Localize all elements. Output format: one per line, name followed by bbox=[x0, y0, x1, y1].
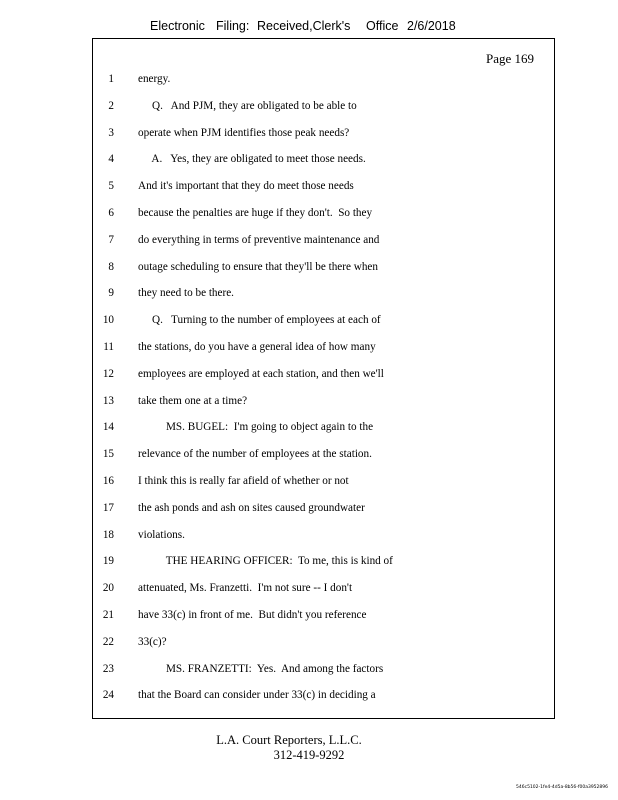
line-text: 33(c)? bbox=[138, 635, 167, 648]
transcript-line bbox=[93, 207, 554, 234]
line-number: 6 bbox=[108, 206, 114, 219]
line-number: 5 bbox=[108, 180, 114, 193]
transcript-line bbox=[93, 287, 554, 314]
line-text: I think this is really far afield of whether or not bbox=[138, 474, 349, 487]
line-number: 9 bbox=[108, 287, 114, 300]
transcript-line bbox=[93, 100, 554, 127]
line-number: 13 bbox=[102, 394, 114, 407]
line-text: that the Board can consider under 33(c) in deciding a bbox=[138, 689, 376, 702]
transcript-line bbox=[93, 609, 554, 636]
line-text: relevance of the number of employees at the station. bbox=[138, 448, 372, 461]
line-text: Q. Turning to the number of employees at each of bbox=[138, 314, 381, 327]
line-number: 2 bbox=[108, 99, 114, 112]
line-text: energy. bbox=[138, 73, 171, 85]
transcript-line bbox=[93, 636, 554, 663]
transcript-line bbox=[93, 689, 554, 716]
line-number: 1 bbox=[108, 73, 114, 85]
transcript-line bbox=[93, 341, 554, 368]
document-id: 546c5102-1fe4-4d5a-8b56-f00a3952896 bbox=[516, 785, 608, 790]
transcript-lines bbox=[93, 73, 554, 716]
line-number: 10 bbox=[102, 314, 114, 327]
filing-stamp-received: Received,Clerk's bbox=[257, 19, 351, 33]
line-text: take them one at a time? bbox=[138, 394, 248, 407]
line-text: THE HEARING OFFICER: To me, this is kind of bbox=[138, 555, 393, 568]
line-text: MS. FRANZETTI: Yes. And among the factors bbox=[138, 662, 384, 675]
line-number: 20 bbox=[102, 582, 114, 595]
line-number: 14 bbox=[102, 421, 114, 434]
filing-stamp-office: Office bbox=[366, 19, 399, 33]
transcript-line bbox=[93, 582, 554, 609]
transcript-line bbox=[93, 502, 554, 529]
line-text: because the penalties are huge if they don't. So they bbox=[138, 206, 373, 219]
filing-stamp-electronic: Electronic bbox=[150, 19, 205, 33]
line-number: 15 bbox=[102, 448, 114, 461]
line-text: have 33(c) in front of me. But didn't you reference bbox=[138, 608, 367, 621]
line-text: violations. bbox=[138, 528, 185, 541]
transcript-line bbox=[93, 395, 554, 422]
line-text: Q. And PJM, they are obligated to be able to bbox=[138, 99, 357, 112]
line-number: 17 bbox=[102, 501, 114, 514]
line-text: operate when PJM identifies those peak needs? bbox=[138, 126, 350, 139]
transcript-line bbox=[93, 529, 554, 556]
filing-stamp-date: 2/6/2018 bbox=[407, 19, 456, 33]
line-number: 21 bbox=[102, 608, 114, 621]
line-number: 7 bbox=[108, 233, 114, 246]
line-text: outage scheduling to ensure that they'll be there when bbox=[138, 260, 378, 273]
transcript-line bbox=[93, 555, 554, 582]
page-number: Page 169 bbox=[485, 51, 534, 66]
line-number: 3 bbox=[108, 126, 114, 139]
line-text: the ash ponds and ash on sites caused groundwater bbox=[138, 501, 365, 514]
line-number: 19 bbox=[102, 555, 114, 568]
line-number: 16 bbox=[102, 474, 114, 487]
line-number: 18 bbox=[102, 528, 114, 541]
filing-stamp-filing: Filing: bbox=[216, 19, 250, 33]
line-text: And it's important that they do meet those needs bbox=[138, 180, 354, 193]
transcript-line bbox=[93, 475, 554, 502]
transcript-line bbox=[93, 448, 554, 475]
line-text: A. Yes, they are obligated to meet those needs. bbox=[138, 153, 366, 166]
transcript-line bbox=[93, 663, 554, 690]
transcript-line bbox=[93, 261, 554, 288]
transcript-page bbox=[92, 38, 555, 719]
line-number: 24 bbox=[102, 689, 114, 702]
transcript-line bbox=[93, 153, 554, 180]
line-number: 11 bbox=[103, 340, 114, 353]
line-number: 23 bbox=[102, 662, 114, 675]
transcript-line bbox=[93, 421, 554, 448]
line-number: 8 bbox=[108, 260, 114, 273]
line-text: do everything in terms of preventive maintenance and bbox=[138, 233, 380, 246]
transcript-line bbox=[93, 127, 554, 154]
line-text: the stations, do you have a general idea of how many bbox=[138, 340, 376, 353]
transcript-line bbox=[93, 314, 554, 341]
line-number: 22 bbox=[102, 635, 114, 648]
filing-stamp-header bbox=[0, 19, 618, 37]
line-number: 12 bbox=[102, 367, 114, 380]
transcript-line bbox=[93, 234, 554, 261]
transcript-line bbox=[93, 73, 554, 100]
line-text: they need to be there. bbox=[138, 287, 234, 300]
line-text: employees are employed at each station, and then we'll bbox=[138, 367, 384, 380]
line-text: attenuated, Ms. Franzetti. I'm not sure -- I don't bbox=[138, 582, 353, 595]
transcript-line bbox=[93, 368, 554, 395]
line-text: MS. BUGEL: I'm going to object again to the bbox=[138, 421, 374, 434]
transcript-line bbox=[93, 180, 554, 207]
court-reporter-name: L.A. Court Reporters, L.L.C. bbox=[216, 733, 362, 747]
court-reporter-phone: 312-419-9292 bbox=[273, 748, 345, 762]
line-number: 4 bbox=[108, 153, 114, 166]
